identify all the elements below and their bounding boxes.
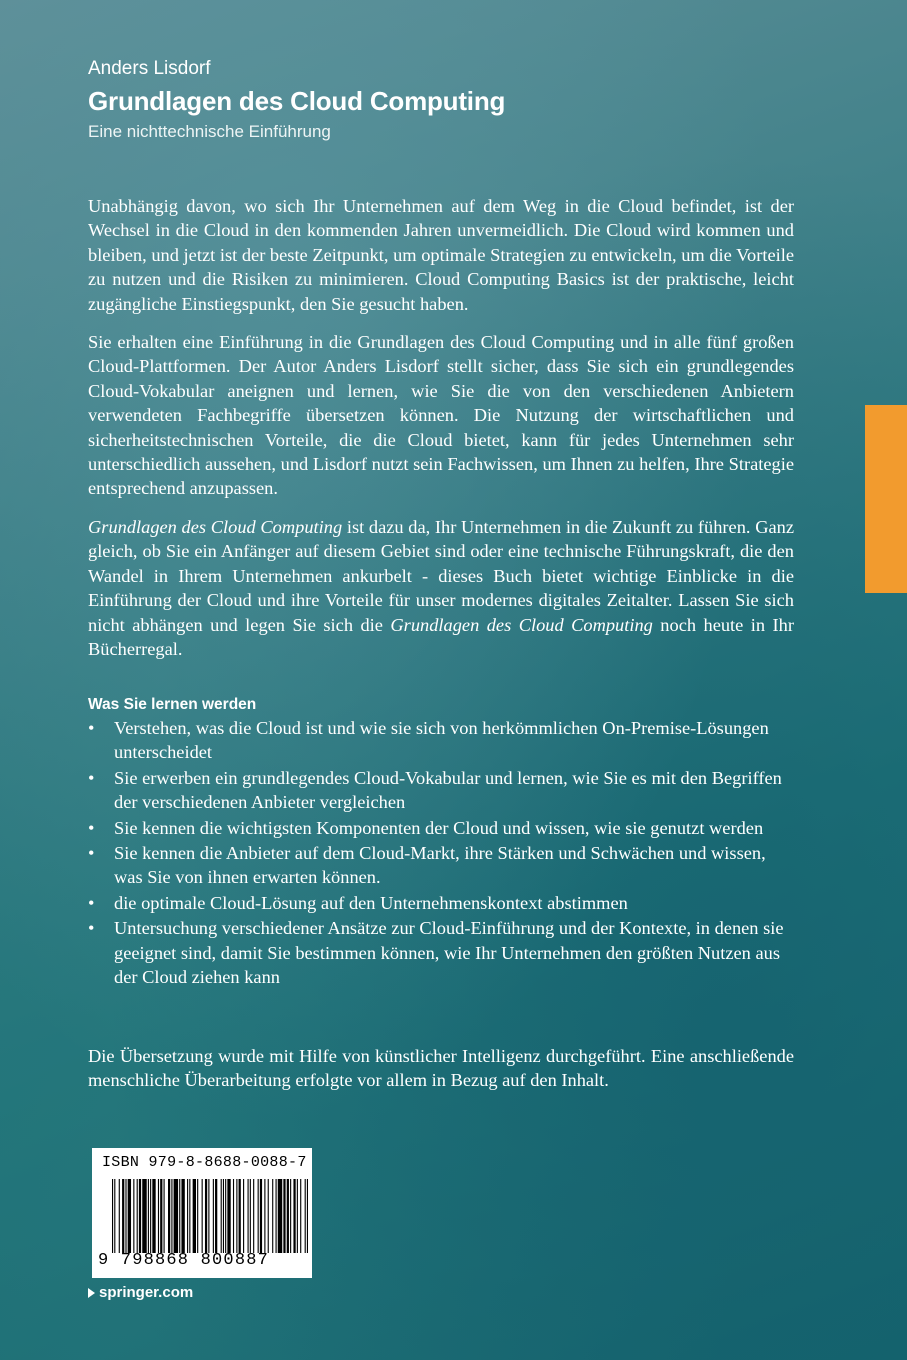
barcode-bar bbox=[221, 1179, 222, 1253]
barcode-bar bbox=[148, 1179, 149, 1253]
barcode-bar bbox=[305, 1179, 306, 1253]
barcode-bar bbox=[278, 1179, 282, 1253]
barcode-bar bbox=[152, 1179, 155, 1253]
learning-list bbox=[88, 716, 794, 989]
paragraph-text: noch heute in Ihr Bücherregal. bbox=[88, 614, 794, 659]
barcode-bar bbox=[205, 1179, 207, 1253]
barcode-bar bbox=[215, 1179, 217, 1253]
barcode-bar bbox=[213, 1179, 214, 1253]
barcode-bar bbox=[202, 1179, 203, 1253]
barcode-bar bbox=[253, 1179, 254, 1253]
barcode-bar bbox=[236, 1179, 237, 1253]
cover-header bbox=[88, 57, 505, 144]
isbn-barcode bbox=[92, 1148, 312, 1278]
barcode-bars bbox=[112, 1179, 308, 1253]
learning-section bbox=[88, 694, 794, 990]
barcode-bar bbox=[181, 1179, 184, 1253]
barcode-bar bbox=[171, 1179, 172, 1253]
description-paragraph-1: Unabhängig davon, wo sich Ihr Unternehmen auf dem Weg in die Cloud befindet, ist der Wechsel in die Cloud in den kommenden Jahren unvermeidlich. Die Cloud wird kommen und bleiben, und jetzt ist der beste Zeitpunkt, um optimale Strategien zu entwickeln, um die Vorteile zu nutzen und die Risiken zu minimieren. Cloud Computing Basics ist der praktische, leicht zugängliche Einstiegspunkt, den Sie gesucht haben. bbox=[88, 196, 794, 314]
barcode-bar bbox=[287, 1179, 289, 1253]
publisher-url: springer.com bbox=[99, 1284, 194, 1301]
barcode-bar bbox=[297, 1179, 298, 1253]
italic-book-title: Grundlagen des Cloud Computing bbox=[88, 516, 343, 537]
barcode-bar bbox=[197, 1179, 198, 1253]
barcode-bar bbox=[142, 1179, 146, 1253]
barcode-bar bbox=[128, 1179, 131, 1253]
barcode-bar bbox=[283, 1179, 285, 1253]
list-item: • die optimale Cloud-Lösung auf den Unternehmenskontext abstimmen bbox=[88, 891, 794, 915]
barcode-bar bbox=[250, 1179, 251, 1253]
barcode-bar bbox=[264, 1179, 265, 1253]
description-block bbox=[88, 194, 794, 673]
barcode-bar bbox=[150, 1179, 151, 1253]
barcode-bar bbox=[268, 1179, 269, 1253]
barcode-bar bbox=[187, 1179, 188, 1253]
barcode-bar bbox=[122, 1179, 124, 1253]
paragraph-text: ist dazu da, Ihr Unternehmen in die Zukunft zu führen. Ganz gleich, ob Sie ein Anfänger auf diesem Gebiet sind oder eine technische Führungskraft, die den Wandel in Ihrem Unternehmen ankurbelt - dieses Buch bietet wichtige Einblicke in die Einführung der Cloud und ihre Vorteile für unser modernes digitales Zeitalter. Lassen Sie sich nicht abhängen und legen Sie sich die bbox=[88, 516, 794, 635]
author-name: Anders Lisdorf bbox=[88, 58, 211, 79]
list-item: • Sie erwerben ein grundlegendes Cloud-Vokabular und lernen, wie Sie es mit den Begriffen der verschiedenen Anbieter vergleichen bbox=[88, 766, 794, 815]
barcode-bar bbox=[225, 1179, 226, 1253]
barcode-bar bbox=[239, 1179, 241, 1253]
barcode-bar bbox=[193, 1179, 196, 1253]
barcode-bar bbox=[223, 1179, 224, 1253]
barcode-bar bbox=[168, 1179, 170, 1253]
list-item: • Untersuchung verschiedener Ansätze zur Cloud-Einführung und der Kontexte, in denen sie geeignet sind, damit Sie bestimmen können, wie Ihr Unternehmen den größten Nutzen aus der Cloud ziehen kann bbox=[88, 916, 794, 989]
book-title: Grundlagen des Cloud Computing bbox=[88, 86, 506, 116]
barcode-bar bbox=[119, 1179, 120, 1253]
barcode-bar bbox=[179, 1179, 180, 1253]
barcode-bar bbox=[208, 1179, 209, 1253]
barcode-bar bbox=[137, 1179, 138, 1253]
description-paragraph-2: Sie erhalten eine Einführung in die Grundlagen des Cloud Computing und in alle fünf großen Cloud-Plattformen. Der Autor Anders Lisdorf stellt sicher, dass Sie sich ein grundlegendes Cloud-Vokabular aneignen und lernen, wie Sie die von den verschiedenen Anbietern verwendeten Fachbegriffe übersetzen können. Die Nutzung der wirtschaftlichen und sicherheitstechnischen Vorteile, die die Cloud bietet, kann für jedes Unternehmen sehr unterschiedlich aussehen, und Lisdorf nutzt sein Fachwissen, um Ihnen zu helfen, Ihre Strategie entsprechend anzupassen. bbox=[88, 332, 794, 499]
orange-side-tab bbox=[865, 405, 907, 593]
barcode-bar bbox=[260, 1179, 262, 1253]
barcode-bar bbox=[307, 1179, 308, 1253]
italic-book-title: Grundlagen des Cloud Computing bbox=[390, 614, 653, 635]
barcode-bar bbox=[258, 1179, 259, 1253]
learning-heading: Was Sie lernen werden bbox=[88, 696, 257, 713]
list-item: • Sie kennen die wichtigsten Komponenten der Cloud und wissen, wie sie genutzt werden bbox=[88, 816, 794, 840]
barcode-bar bbox=[272, 1179, 273, 1253]
isbn-label: ISBN 979-8-8688-0088-7 bbox=[102, 1154, 307, 1171]
description-paragraph-3 bbox=[88, 515, 794, 661]
barcode-bar bbox=[189, 1179, 190, 1253]
barcode-digits: 9 798868 800887 bbox=[98, 1251, 270, 1270]
barcode-bar bbox=[243, 1179, 244, 1253]
barcode-bar bbox=[293, 1179, 295, 1253]
barcode-bar bbox=[233, 1179, 234, 1253]
barcode-bar bbox=[164, 1179, 165, 1253]
barcode-bar bbox=[248, 1179, 249, 1253]
barcode-bar bbox=[139, 1179, 141, 1253]
barcode-bar bbox=[125, 1179, 126, 1253]
barcode-bar bbox=[114, 1179, 115, 1253]
barcode-bar bbox=[160, 1179, 162, 1253]
publisher-link[interactable] bbox=[88, 1282, 193, 1304]
barcode-bar bbox=[174, 1179, 178, 1253]
book-subtitle: Eine nichttechnische Einführung bbox=[88, 122, 331, 141]
barcode-bar bbox=[158, 1179, 159, 1253]
barcode-bar bbox=[290, 1179, 291, 1253]
barcode-bar bbox=[112, 1179, 113, 1253]
translation-note: Die Übersetzung wurde mit Hilfe von künstlicher Intelligenz durchgeführt. Eine anschließende menschliche Überarbeitung erfolgte vor allem in Bezug auf den Inhalt. bbox=[88, 1046, 794, 1091]
arrow-right-icon bbox=[88, 1288, 95, 1298]
barcode-bar bbox=[276, 1179, 277, 1253]
barcode-bar bbox=[133, 1179, 134, 1253]
list-item: • Sie kennen die Anbieter auf dem Cloud-Markt, ihre Stärken und Schwächen und wissen, was Sie von ihnen erwarten können. bbox=[88, 841, 794, 890]
barcode-bar bbox=[300, 1179, 301, 1253]
barcode-bar bbox=[227, 1179, 230, 1253]
list-item: • Verstehen, was die Cloud ist und wie sie sich von herkömmlichen On-Premise-Lösungen unterscheidet bbox=[88, 716, 794, 765]
